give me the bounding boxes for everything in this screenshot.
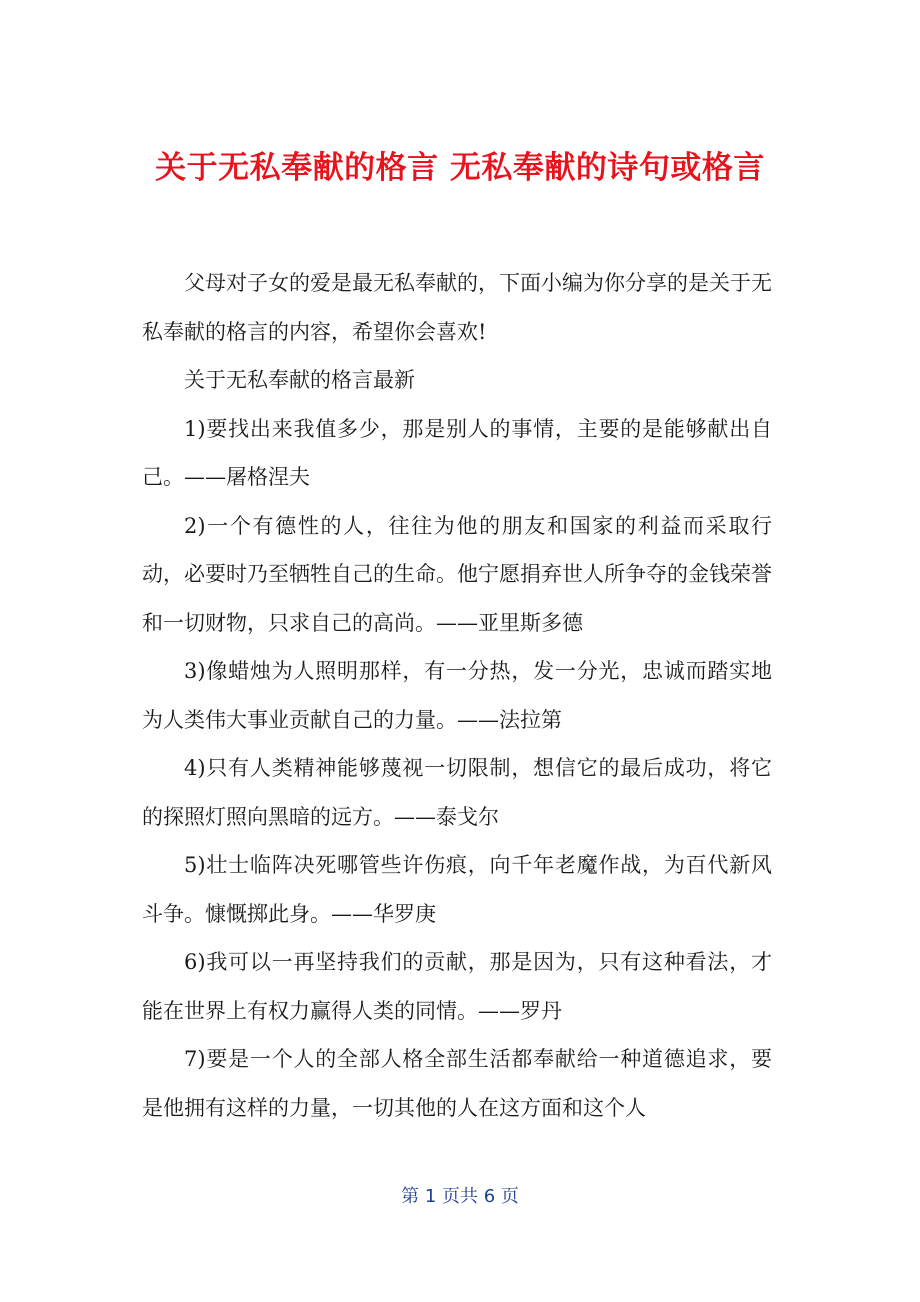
- paragraph-quote-4: 4)只有人类精神能够蔑视一切限制，想信它的最后成功，将它的探照灯照向黑暗的远方。——泰戈尔: [142, 756, 772, 829]
- paragraph-section-heading: 关于无私奉献的格言最新: [184, 368, 415, 392]
- paragraph-quote-2: 2)一个有德性的人，往往为他的朋友和国家的利益而采取行动，必要时乃至牺牲自己的生命。他宁愿捐弃世人所争夺的金钱荣誉和一切财物，只求自己的高尚。——亚里斯多德: [142, 513, 772, 635]
- document-title: 关于无私奉献的格言 无私奉献的诗句或格言: [155, 150, 765, 186]
- paragraph-quote-3: 3)像蜡烛为人照明那样，有一分热，发一分光，忠诚而踏实地为人类伟大事业贡献自己的力量。——法拉第: [142, 659, 772, 732]
- paragraph-quote-5: 5)壮士临阵决死哪管些许伤痕，向千年老魔作战，为百代新风斗争。慷慨掷此身。——华罗庚: [142, 853, 772, 926]
- paragraph-intro: 父母对子女的爱是最无私奉献的，下面小编为你分享的是关于无私奉献的格言的内容，希望你会喜欢!: [142, 271, 772, 344]
- paragraph-quote-1: 1)要找出来我值多少，那是别人的事情，主要的是能够献出自己。——屠格涅夫: [142, 416, 772, 489]
- paragraph-quote-7: 7)要是一个人的全部人格全部生活都奉献给一种道德追求，要是他拥有这样的力量，一切其他的人在这方面和这个人: [142, 1047, 772, 1120]
- paragraph-quote-6: 6)我可以一再坚持我们的贡献，那是因为，只有这种看法，才能在世界上有权力赢得人类的同情。——罗丹: [142, 950, 772, 1023]
- document-body: [142, 259, 772, 1132]
- page-number-footer: 第 1 页共 6 页: [401, 1186, 519, 1207]
